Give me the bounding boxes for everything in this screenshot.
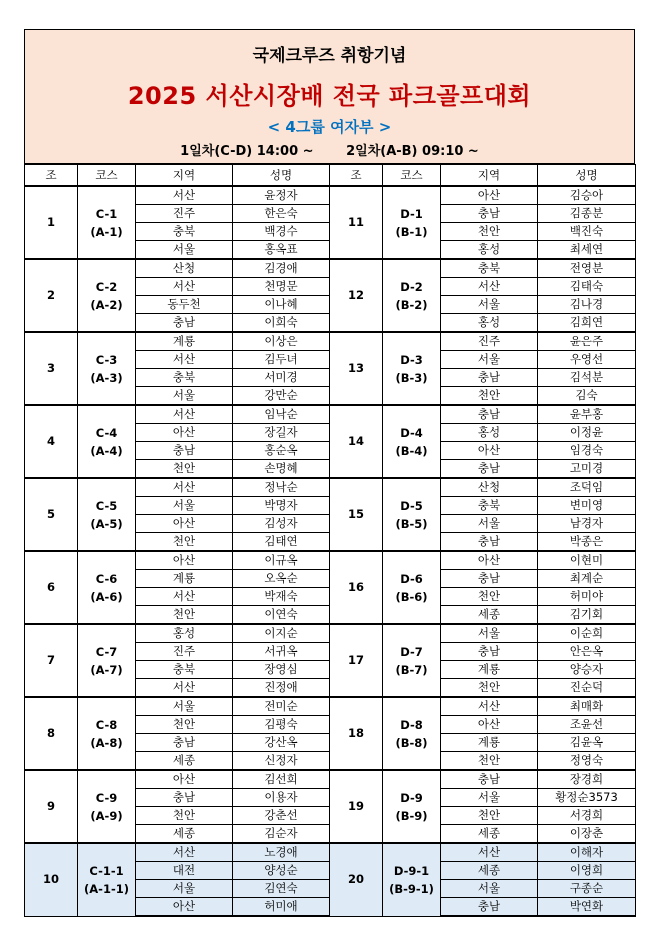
player-name: 강산옥 bbox=[233, 734, 330, 752]
table-row bbox=[25, 332, 636, 351]
course-cell bbox=[78, 332, 136, 405]
player-name: 이상은 bbox=[233, 332, 330, 351]
course-cell bbox=[383, 405, 441, 478]
player-name: 김나경 bbox=[538, 296, 636, 314]
course-alt-code: (A-3) bbox=[90, 370, 123, 385]
table-row bbox=[25, 186, 636, 205]
player-name: 고미경 bbox=[538, 460, 636, 479]
player-name: 김두녀 bbox=[233, 351, 330, 369]
player-region: 세종 bbox=[136, 752, 233, 771]
course-cell bbox=[78, 551, 136, 624]
course-code: C-1-1 bbox=[89, 863, 124, 878]
group-number: 5 bbox=[25, 478, 78, 551]
player-region: 세종 bbox=[441, 606, 538, 625]
player-region: 서울 bbox=[441, 880, 538, 898]
player-region: 천안 bbox=[136, 716, 233, 734]
player-region: 천안 bbox=[136, 460, 233, 479]
player-region: 아산 bbox=[136, 551, 233, 570]
player-name: 이희숙 bbox=[233, 314, 330, 333]
group-number: 11 bbox=[330, 186, 383, 259]
player-region: 충북 bbox=[441, 497, 538, 515]
player-region: 계룡 bbox=[136, 332, 233, 351]
course-alt-code: (A-6) bbox=[90, 589, 123, 604]
group-number: 15 bbox=[330, 478, 383, 551]
table-row bbox=[25, 478, 636, 497]
player-name: 노경애 bbox=[233, 843, 330, 862]
group-number: 17 bbox=[330, 624, 383, 697]
course-cell bbox=[78, 186, 136, 259]
course-code: C-2 bbox=[95, 279, 118, 294]
course-cell bbox=[78, 624, 136, 697]
player-region: 천안 bbox=[441, 679, 538, 698]
course-code: D-8 bbox=[400, 717, 423, 732]
player-region: 충북 bbox=[136, 223, 233, 241]
player-name: 정영숙 bbox=[538, 752, 636, 771]
course-code: D-9-1 bbox=[393, 863, 430, 878]
course-code: C-9 bbox=[95, 790, 118, 805]
player-name: 윤은주 bbox=[538, 332, 636, 351]
player-name: 윤정자 bbox=[233, 186, 330, 205]
group-number: 2 bbox=[25, 259, 78, 332]
player-name: 최매화 bbox=[538, 697, 636, 716]
player-name: 우영선 bbox=[538, 351, 636, 369]
player-region: 홍성 bbox=[136, 624, 233, 643]
player-region: 서산 bbox=[441, 843, 538, 862]
player-name: 전영분 bbox=[538, 259, 636, 278]
course-alt-code: (B-9) bbox=[395, 808, 428, 823]
player-region: 진주 bbox=[136, 643, 233, 661]
player-region: 서울 bbox=[136, 387, 233, 406]
player-region: 서산 bbox=[136, 588, 233, 606]
player-region: 충남 bbox=[136, 734, 233, 752]
player-name: 장길자 bbox=[233, 424, 330, 442]
course-code: C-1 bbox=[95, 206, 118, 221]
player-name: 김선희 bbox=[233, 770, 330, 789]
group-label: < 4그룹 여자부 > bbox=[267, 118, 392, 136]
player-name: 이나혜 bbox=[233, 296, 330, 314]
course-code: D-3 bbox=[400, 352, 423, 367]
player-region: 진주 bbox=[136, 205, 233, 223]
player-region: 아산 bbox=[441, 186, 538, 205]
player-name: 백진숙 bbox=[538, 223, 636, 241]
player-region: 천안 bbox=[441, 752, 538, 771]
group-number: 8 bbox=[25, 697, 78, 770]
player-name: 구종순 bbox=[538, 880, 636, 898]
course-alt-code: (A-8) bbox=[90, 735, 123, 750]
player-name: 임낙순 bbox=[233, 405, 330, 424]
course-code: C-5 bbox=[95, 498, 118, 513]
group-number: 9 bbox=[25, 770, 78, 843]
player-name: 남경자 bbox=[538, 515, 636, 533]
player-region: 충남 bbox=[441, 570, 538, 588]
player-region: 서산 bbox=[136, 478, 233, 497]
col-header-course: 코스 bbox=[383, 165, 441, 187]
player-name: 김기회 bbox=[538, 606, 636, 625]
player-region: 천안 bbox=[441, 807, 538, 825]
course-cell bbox=[78, 259, 136, 332]
table-row bbox=[25, 697, 636, 716]
player-name: 진정애 bbox=[233, 679, 330, 698]
group-number: 12 bbox=[330, 259, 383, 332]
player-region: 천안 bbox=[441, 387, 538, 406]
player-region: 아산 bbox=[441, 442, 538, 460]
player-name: 박명자 bbox=[233, 497, 330, 515]
player-region: 아산 bbox=[136, 770, 233, 789]
player-name: 이규옥 bbox=[233, 551, 330, 570]
player-region: 충남 bbox=[441, 460, 538, 479]
player-region: 세종 bbox=[441, 825, 538, 844]
course-alt-code: (A-1) bbox=[90, 224, 123, 239]
course-code: C-3 bbox=[95, 352, 118, 367]
course-code: D-7 bbox=[400, 644, 423, 659]
player-name: 백경수 bbox=[233, 223, 330, 241]
player-name: 한은숙 bbox=[233, 205, 330, 223]
player-region: 서산 bbox=[136, 843, 233, 862]
course-alt-code: (B-4) bbox=[395, 443, 428, 458]
event-subtitle: 국제크루즈 취항기념 bbox=[252, 46, 407, 66]
course-alt-code: (B-8) bbox=[395, 735, 428, 750]
player-region: 천안 bbox=[441, 223, 538, 241]
player-region: 홍성 bbox=[441, 241, 538, 260]
event-title: 2025 서산시장배 전국 파크골프대회 bbox=[127, 82, 532, 110]
player-name: 김석분 bbox=[538, 369, 636, 387]
player-name: 강만순 bbox=[233, 387, 330, 406]
table-row bbox=[25, 551, 636, 570]
player-region: 산청 bbox=[136, 259, 233, 278]
player-name: 박재숙 bbox=[233, 588, 330, 606]
player-name: 김태연 bbox=[233, 533, 330, 552]
player-region: 충북 bbox=[136, 369, 233, 387]
player-region: 충남 bbox=[136, 442, 233, 460]
course-cell bbox=[383, 697, 441, 770]
group-number: 13 bbox=[330, 332, 383, 405]
player-name: 변미영 bbox=[538, 497, 636, 515]
course-code: C-4 bbox=[95, 425, 118, 440]
player-region: 충남 bbox=[441, 405, 538, 424]
player-region: 계룡 bbox=[441, 734, 538, 752]
player-region: 홍성 bbox=[441, 314, 538, 333]
player-region: 대전 bbox=[136, 862, 233, 880]
player-region: 서울 bbox=[441, 351, 538, 369]
player-region: 서산 bbox=[136, 405, 233, 424]
roster-table bbox=[24, 164, 636, 917]
player-name: 신정자 bbox=[233, 752, 330, 771]
course-cell bbox=[383, 332, 441, 405]
col-header-group: 조 bbox=[330, 165, 383, 187]
col-header-course: 코스 bbox=[78, 165, 136, 187]
course-cell bbox=[383, 843, 441, 916]
group-number: 6 bbox=[25, 551, 78, 624]
player-region: 충북 bbox=[136, 661, 233, 679]
player-region: 서울 bbox=[441, 789, 538, 807]
player-name: 이연숙 bbox=[233, 606, 330, 625]
player-region: 아산 bbox=[136, 898, 233, 917]
player-name: 김태숙 bbox=[538, 278, 636, 296]
player-name: 서경희 bbox=[538, 807, 636, 825]
player-region: 서울 bbox=[441, 624, 538, 643]
course-cell bbox=[78, 478, 136, 551]
course-cell bbox=[383, 551, 441, 624]
player-region: 천안 bbox=[441, 588, 538, 606]
player-name: 이용자 bbox=[233, 789, 330, 807]
player-region: 충남 bbox=[441, 898, 538, 917]
player-name: 박연화 bbox=[538, 898, 636, 917]
course-alt-code: (A-9) bbox=[90, 808, 123, 823]
player-region: 충남 bbox=[136, 789, 233, 807]
table-row bbox=[25, 843, 636, 862]
player-name: 김승아 bbox=[538, 186, 636, 205]
player-name: 김평숙 bbox=[233, 716, 330, 734]
player-region: 충남 bbox=[441, 770, 538, 789]
player-name: 이해자 bbox=[538, 843, 636, 862]
col-header-name: 성명 bbox=[538, 165, 636, 187]
player-region: 충남 bbox=[441, 205, 538, 223]
player-name: 이영희 bbox=[538, 862, 636, 880]
player-name: 강춘선 bbox=[233, 807, 330, 825]
table-row bbox=[25, 624, 636, 643]
course-code: D-4 bbox=[400, 425, 423, 440]
player-region: 충북 bbox=[441, 259, 538, 278]
player-region: 아산 bbox=[441, 551, 538, 570]
player-region: 아산 bbox=[136, 515, 233, 533]
player-name: 최세연 bbox=[538, 241, 636, 260]
course-alt-code: (A-5) bbox=[90, 516, 123, 531]
player-region: 동두천 bbox=[136, 296, 233, 314]
player-name: 정낙순 bbox=[233, 478, 330, 497]
player-name: 장경희 bbox=[538, 770, 636, 789]
player-region: 천안 bbox=[136, 606, 233, 625]
player-region: 충남 bbox=[441, 643, 538, 661]
player-name: 최계순 bbox=[538, 570, 636, 588]
player-name: 홍옥표 bbox=[233, 241, 330, 260]
player-region: 서산 bbox=[136, 679, 233, 698]
roster-body bbox=[25, 186, 636, 916]
course-code: D-9 bbox=[400, 790, 423, 805]
group-number: 16 bbox=[330, 551, 383, 624]
player-name: 박종은 bbox=[538, 533, 636, 552]
course-alt-code: (A-7) bbox=[90, 662, 123, 677]
player-region: 서울 bbox=[136, 241, 233, 260]
player-name: 장영심 bbox=[233, 661, 330, 679]
player-region: 진주 bbox=[441, 332, 538, 351]
group-number: 19 bbox=[330, 770, 383, 843]
player-region: 서울 bbox=[441, 515, 538, 533]
course-alt-code: (B-1) bbox=[395, 224, 428, 239]
group-number: 4 bbox=[25, 405, 78, 478]
player-name: 김숙 bbox=[538, 387, 636, 406]
player-name: 천명문 bbox=[233, 278, 330, 296]
player-name: 홍순옥 bbox=[233, 442, 330, 460]
player-name: 진순덕 bbox=[538, 679, 636, 698]
course-alt-code: (B-6) bbox=[395, 589, 428, 604]
player-name: 서미경 bbox=[233, 369, 330, 387]
col-header-region: 지역 bbox=[136, 165, 233, 187]
table-row bbox=[25, 770, 636, 789]
course-code: D-2 bbox=[400, 279, 423, 294]
group-number: 20 bbox=[330, 843, 383, 916]
table-row bbox=[25, 405, 636, 424]
player-name: 이현미 bbox=[538, 551, 636, 570]
player-name: 이정윤 bbox=[538, 424, 636, 442]
schedule-sheet bbox=[24, 29, 635, 917]
player-name: 윤부홍 bbox=[538, 405, 636, 424]
player-name: 황정순3573 bbox=[538, 789, 636, 807]
header-box bbox=[24, 29, 635, 164]
player-region: 서울 bbox=[136, 497, 233, 515]
player-region: 충남 bbox=[441, 369, 538, 387]
player-name: 이장춘 bbox=[538, 825, 636, 844]
col-header-region: 지역 bbox=[441, 165, 538, 187]
course-alt-code: (B-3) bbox=[395, 370, 428, 385]
course-cell bbox=[78, 843, 136, 916]
group-number: 3 bbox=[25, 332, 78, 405]
player-region: 서산 bbox=[441, 278, 538, 296]
player-region: 서산 bbox=[136, 351, 233, 369]
player-region: 세종 bbox=[441, 862, 538, 880]
player-region: 서울 bbox=[441, 296, 538, 314]
course-code: C-7 bbox=[95, 644, 118, 659]
player-name: 김경애 bbox=[233, 259, 330, 278]
group-number: 1 bbox=[25, 186, 78, 259]
player-name: 안은옥 bbox=[538, 643, 636, 661]
course-code: D-1 bbox=[400, 206, 423, 221]
group-number: 14 bbox=[330, 405, 383, 478]
player-region: 아산 bbox=[441, 716, 538, 734]
tee-times bbox=[25, 140, 634, 159]
player-name: 김성자 bbox=[233, 515, 330, 533]
col-header-group: 조 bbox=[25, 165, 78, 187]
player-name: 허미야 bbox=[538, 588, 636, 606]
player-name: 김연숙 bbox=[233, 880, 330, 898]
player-name: 전미순 bbox=[233, 697, 330, 716]
player-region: 홍성 bbox=[441, 424, 538, 442]
player-name: 손명혜 bbox=[233, 460, 330, 479]
player-name: 양성순 bbox=[233, 862, 330, 880]
player-name: 김종분 bbox=[538, 205, 636, 223]
course-alt-code: (B-2) bbox=[395, 297, 428, 312]
player-region: 서산 bbox=[441, 697, 538, 716]
player-name: 오옥순 bbox=[233, 570, 330, 588]
course-alt-code: (B-9-1) bbox=[389, 881, 434, 896]
player-name: 김희연 bbox=[538, 314, 636, 333]
course-code: D-6 bbox=[400, 571, 423, 586]
group-number: 10 bbox=[25, 843, 78, 916]
course-code: C-6 bbox=[95, 571, 118, 586]
course-cell bbox=[383, 259, 441, 332]
player-region: 세종 bbox=[136, 825, 233, 844]
player-region: 충남 bbox=[441, 533, 538, 552]
player-region: 계룡 bbox=[441, 661, 538, 679]
course-cell bbox=[78, 697, 136, 770]
player-region: 서울 bbox=[136, 880, 233, 898]
course-code: D-5 bbox=[400, 498, 423, 513]
course-alt-code: (B-7) bbox=[395, 662, 428, 677]
col-header-name: 성명 bbox=[233, 165, 330, 187]
table-header-row bbox=[25, 165, 636, 187]
player-region: 천안 bbox=[136, 533, 233, 552]
player-name: 조덕임 bbox=[538, 478, 636, 497]
player-name: 김순자 bbox=[233, 825, 330, 844]
player-name: 이지순 bbox=[233, 624, 330, 643]
player-region: 서울 bbox=[136, 697, 233, 716]
course-code: C-8 bbox=[95, 717, 118, 732]
course-alt-code: (B-5) bbox=[395, 516, 428, 531]
course-cell bbox=[383, 478, 441, 551]
course-cell bbox=[78, 405, 136, 478]
player-region: 천안 bbox=[136, 807, 233, 825]
player-region: 서산 bbox=[136, 186, 233, 205]
player-region: 산청 bbox=[441, 478, 538, 497]
player-name: 조윤선 bbox=[538, 716, 636, 734]
course-cell bbox=[383, 624, 441, 697]
table-row bbox=[25, 259, 636, 278]
group-number: 18 bbox=[330, 697, 383, 770]
player-name: 양승자 bbox=[538, 661, 636, 679]
course-cell bbox=[383, 770, 441, 843]
player-name: 이순희 bbox=[538, 624, 636, 643]
course-cell bbox=[383, 186, 441, 259]
course-alt-code: (A-2) bbox=[90, 297, 123, 312]
player-name: 허미애 bbox=[233, 898, 330, 917]
day2-time: 2일차(A-B) 09:10 ~ bbox=[346, 144, 479, 159]
player-name: 김윤옥 bbox=[538, 734, 636, 752]
day1-time: 1일차(C-D) 14:00 ~ bbox=[180, 144, 314, 159]
player-region: 서산 bbox=[136, 278, 233, 296]
player-name: 서귀옥 bbox=[233, 643, 330, 661]
player-region: 아산 bbox=[136, 424, 233, 442]
group-number: 7 bbox=[25, 624, 78, 697]
course-cell bbox=[78, 770, 136, 843]
player-region: 충남 bbox=[136, 314, 233, 333]
course-alt-code: (A-4) bbox=[90, 443, 123, 458]
player-name: 임경숙 bbox=[538, 442, 636, 460]
player-region: 계룡 bbox=[136, 570, 233, 588]
course-alt-code: (A-1-1) bbox=[84, 881, 129, 896]
